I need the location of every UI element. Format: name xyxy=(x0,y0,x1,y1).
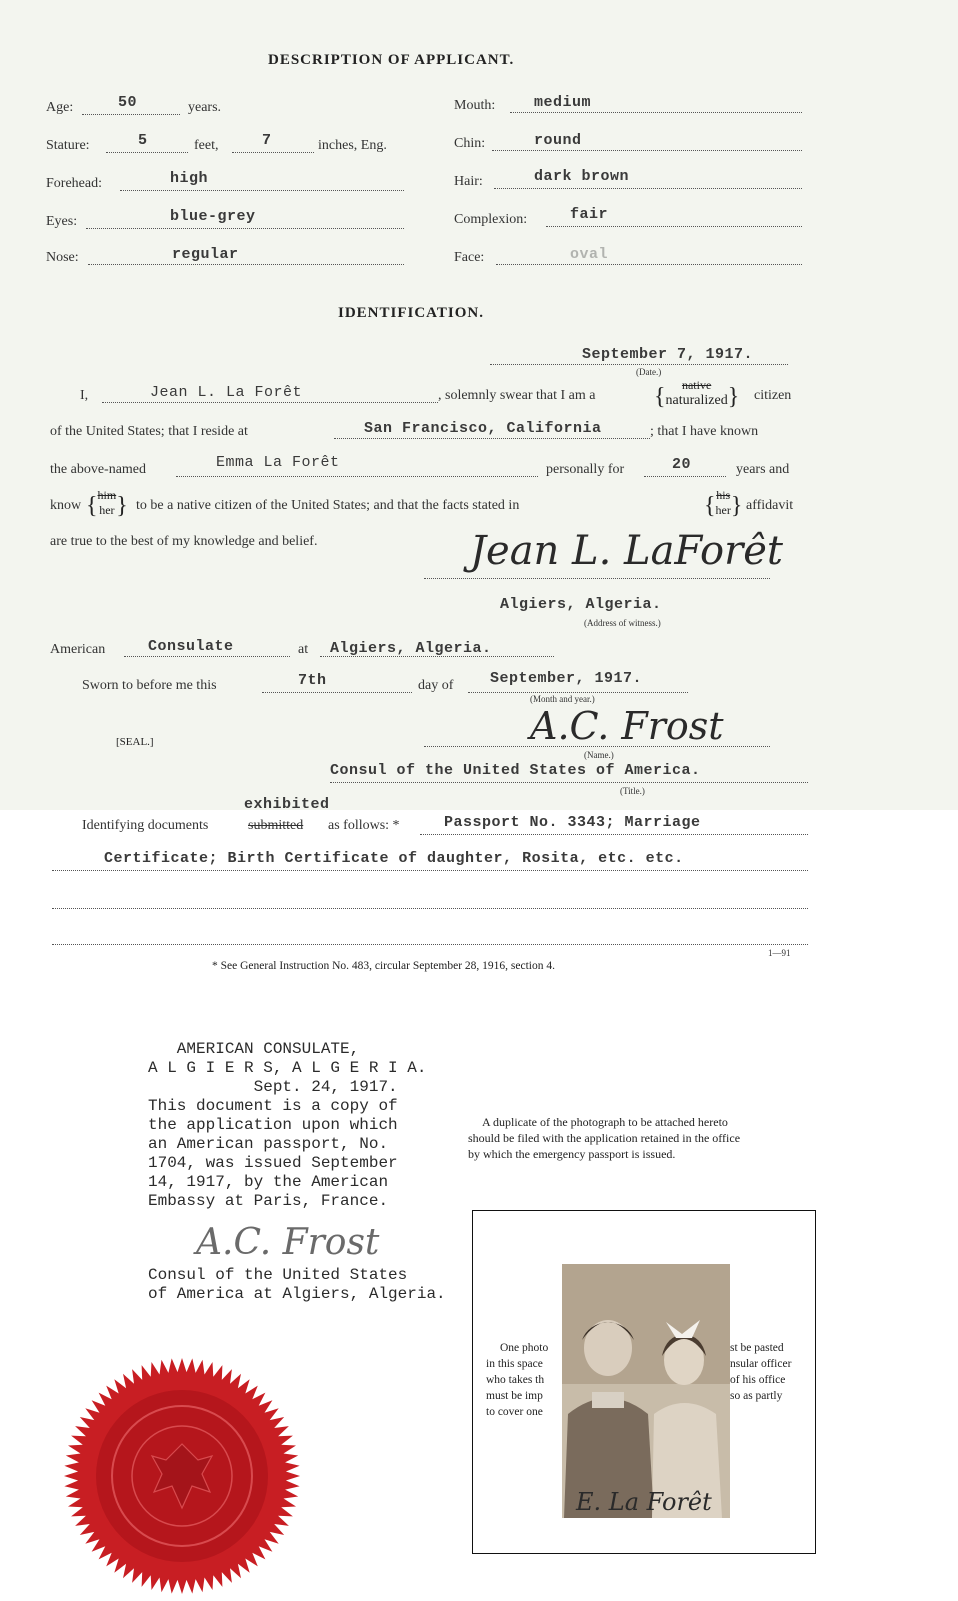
docs-correction: exhibited xyxy=(244,796,330,813)
feet-unit: feet, xyxy=(194,138,219,153)
age-unit: years. xyxy=(188,100,222,115)
sworn-day: 7th xyxy=(298,672,327,689)
docs-as-follows: as follows: * xyxy=(328,818,400,833)
witness-address: Algiers, Algeria. xyxy=(500,596,662,613)
face-line xyxy=(496,264,802,265)
docs-label: Identifying documents xyxy=(82,818,209,833)
cert-line-2: A L G I E R S, A L G E R I A. xyxy=(148,1059,427,1077)
applicant-line xyxy=(176,476,538,477)
affidavit-word: affidavit xyxy=(746,498,794,513)
form-number: 1—91 xyxy=(768,948,791,958)
eyes-value: blue-grey xyxy=(170,208,256,225)
box-right-3: of his office xyxy=(730,1374,786,1386)
title-caption: (Title.) xyxy=(620,786,645,796)
years-known: 20 xyxy=(672,456,692,473)
cert-line-8: 14, 1917, by the American xyxy=(148,1173,389,1191)
photo-signature: E. La Forêt xyxy=(576,1488,712,1516)
sworn-month: September, 1917. xyxy=(490,670,643,687)
sworn-label: Sworn to before me this xyxy=(82,678,217,693)
line5: are true to the best of my knowledge and belief. xyxy=(50,534,318,549)
seal-label: [SEAL.] xyxy=(116,736,154,748)
forehead-value: high xyxy=(170,170,209,187)
box-right-2: nsular officer xyxy=(730,1358,792,1370)
office-place: Algiers, Algeria. xyxy=(330,640,492,657)
consul-name-line xyxy=(424,746,770,747)
chin-label: Chin: xyxy=(454,136,486,151)
him-struck: him xyxy=(97,488,117,502)
docs-line-3 xyxy=(52,908,808,909)
line2-a: of the United States; that I reside at xyxy=(50,424,248,439)
inches-unit: inches, Eng. xyxy=(318,138,387,153)
face-value: oval xyxy=(570,246,609,263)
docs-text-2: Certificate; Birth Certificate of daughter, Rosita, etc. etc. xyxy=(104,850,684,867)
photo-note xyxy=(468,1114,740,1162)
docs-line-4 xyxy=(52,944,808,945)
box-left-1: One photo xyxy=(500,1342,549,1354)
name-caption: (Name.) xyxy=(584,750,614,760)
age-label: Age: xyxy=(46,100,74,115)
cert-consul-1: Consul of the United States xyxy=(148,1266,408,1284)
title-line xyxy=(330,782,808,783)
cert-signature: A.C. Frost xyxy=(196,1222,380,1263)
sworn-month-line xyxy=(468,692,688,693)
chin-value: round xyxy=(534,132,582,149)
american-word: American xyxy=(50,642,106,657)
consular-seal xyxy=(62,1356,302,1596)
docs-struck: submitted xyxy=(248,818,304,833)
box-left-5: to cover one xyxy=(486,1406,543,1418)
complexion-label: Complexion: xyxy=(454,212,528,227)
eyes-label: Eyes: xyxy=(46,214,78,229)
seal-icon xyxy=(62,1356,302,1596)
witness-name-line xyxy=(102,402,438,403)
face-label: Face: xyxy=(454,250,485,265)
eyes-line xyxy=(86,228,404,229)
date-caption: (Date.) xyxy=(636,367,662,377)
complexion-line xyxy=(546,226,802,227)
her-word: her xyxy=(99,503,115,517)
witness-name: Jean L. La Forêt xyxy=(150,384,303,401)
identification-heading: IDENTIFICATION. xyxy=(338,305,484,321)
residence-line xyxy=(334,438,650,439)
box-right-4: so as partly xyxy=(730,1390,783,1402)
know-word: know xyxy=(50,498,82,513)
stature-feet-line xyxy=(106,152,188,153)
nose-value: regular xyxy=(172,246,239,263)
cert-line-7: 1704, was issued September xyxy=(148,1154,398,1172)
citizen-word: citizen xyxy=(754,388,792,403)
signature-line xyxy=(424,578,770,579)
office-line xyxy=(124,656,290,657)
photo-note-3: by which the emergency passport is issued. xyxy=(468,1147,676,1161)
mouth-label: Mouth: xyxy=(454,98,496,113)
complexion-value: fair xyxy=(570,206,609,223)
his-struck: his xyxy=(716,488,731,502)
at-word: at xyxy=(298,642,309,657)
him-her-brace: {him her} xyxy=(86,488,128,519)
consul-title: Consul of the United States of America. xyxy=(330,762,701,779)
swear-text: , solemnly swear that I am a xyxy=(438,388,596,403)
hair-label: Hair: xyxy=(454,174,483,189)
address-caption: (Address of witness.) xyxy=(584,618,661,628)
footnote: * See General Instruction No. 483, circular September 28, 1916, section 4. xyxy=(212,960,555,972)
certification-text xyxy=(148,1040,426,1211)
line3-c: years and xyxy=(736,462,790,477)
nose-label: Nose: xyxy=(46,250,79,265)
consul-signature: A.C. Frost xyxy=(530,704,724,748)
day-of: day of xyxy=(418,678,454,693)
box-right-1: st be pasted xyxy=(730,1342,784,1354)
month-caption: (Month and year.) xyxy=(530,694,595,704)
docs-line-2 xyxy=(52,870,808,871)
naturalized: naturalized xyxy=(665,393,728,408)
years-line xyxy=(644,476,726,477)
cert-line-4: This document is a copy of xyxy=(148,1097,398,1115)
line2-b: ; that I have known xyxy=(650,424,759,439)
sworn-day-line xyxy=(262,692,412,693)
inches-value: 7 xyxy=(262,132,272,149)
age-value: 50 xyxy=(118,94,138,111)
stature-label: Stature: xyxy=(46,138,90,153)
photo-note-2: should be filed with the application retained in the office xyxy=(468,1131,741,1145)
feet-value: 5 xyxy=(138,132,148,149)
cert-line-3: Sept. 24, 1917. xyxy=(148,1078,398,1096)
docs-text-1: Passport No. 3343; Marriage xyxy=(444,814,701,831)
stature-inches-line xyxy=(232,152,314,153)
docs-line-1 xyxy=(420,834,808,835)
mouth-line xyxy=(510,112,802,113)
date-value: September 7, 1917. xyxy=(582,346,754,363)
office-type: Consulate xyxy=(148,638,234,655)
cert-line-1: AMERICAN CONSULATE, xyxy=(148,1040,360,1058)
photo-box-text-right xyxy=(730,1340,791,1404)
mouth-value: medium xyxy=(534,94,592,111)
line4-b: to be a native citizen of the United States; and that the facts stated in xyxy=(136,498,520,513)
date-line xyxy=(490,364,788,365)
photo-figures xyxy=(562,1264,730,1518)
description-heading: DESCRIPTION OF APPLICANT. xyxy=(268,52,515,68)
hair-value: dark brown xyxy=(534,168,630,185)
box-left-4: must be imp xyxy=(486,1390,543,1402)
forehead-line xyxy=(120,190,404,191)
native-struck: native xyxy=(681,378,712,392)
hair-line xyxy=(494,188,802,189)
box-left-3: who takes th xyxy=(486,1374,545,1386)
photo-box-text-left xyxy=(486,1340,548,1420)
applicant-name: Emma La Forêt xyxy=(216,454,340,471)
line3-a: the above-named xyxy=(50,462,147,477)
cert-line-6: an American passport, No. xyxy=(148,1135,389,1153)
his-her-brace: {his her} xyxy=(704,488,743,519)
chin-line xyxy=(492,150,802,151)
citizenship-brace: { native naturalized} xyxy=(654,378,740,410)
photo-note-1: A duplicate of the photograph to be attached hereto xyxy=(482,1115,728,1129)
residence: San Francisco, California xyxy=(364,420,602,437)
cert-line-9: Embassy at Paris, France. xyxy=(148,1192,389,1210)
forehead-label: Forehead: xyxy=(46,176,102,191)
line3-b: personally for xyxy=(546,462,625,477)
witness-signature: Jean L. LaForêt xyxy=(470,528,783,574)
nose-line xyxy=(88,264,404,265)
her-word-2: her xyxy=(715,503,731,517)
cert-consul-2: of America at Algiers, Algeria. xyxy=(148,1285,446,1303)
box-left-2: in this space xyxy=(486,1358,543,1370)
age-line xyxy=(82,114,180,115)
cert-line-5: the application upon which xyxy=(148,1116,398,1134)
applicant-photo xyxy=(562,1264,730,1518)
i-label: I, xyxy=(80,388,89,403)
